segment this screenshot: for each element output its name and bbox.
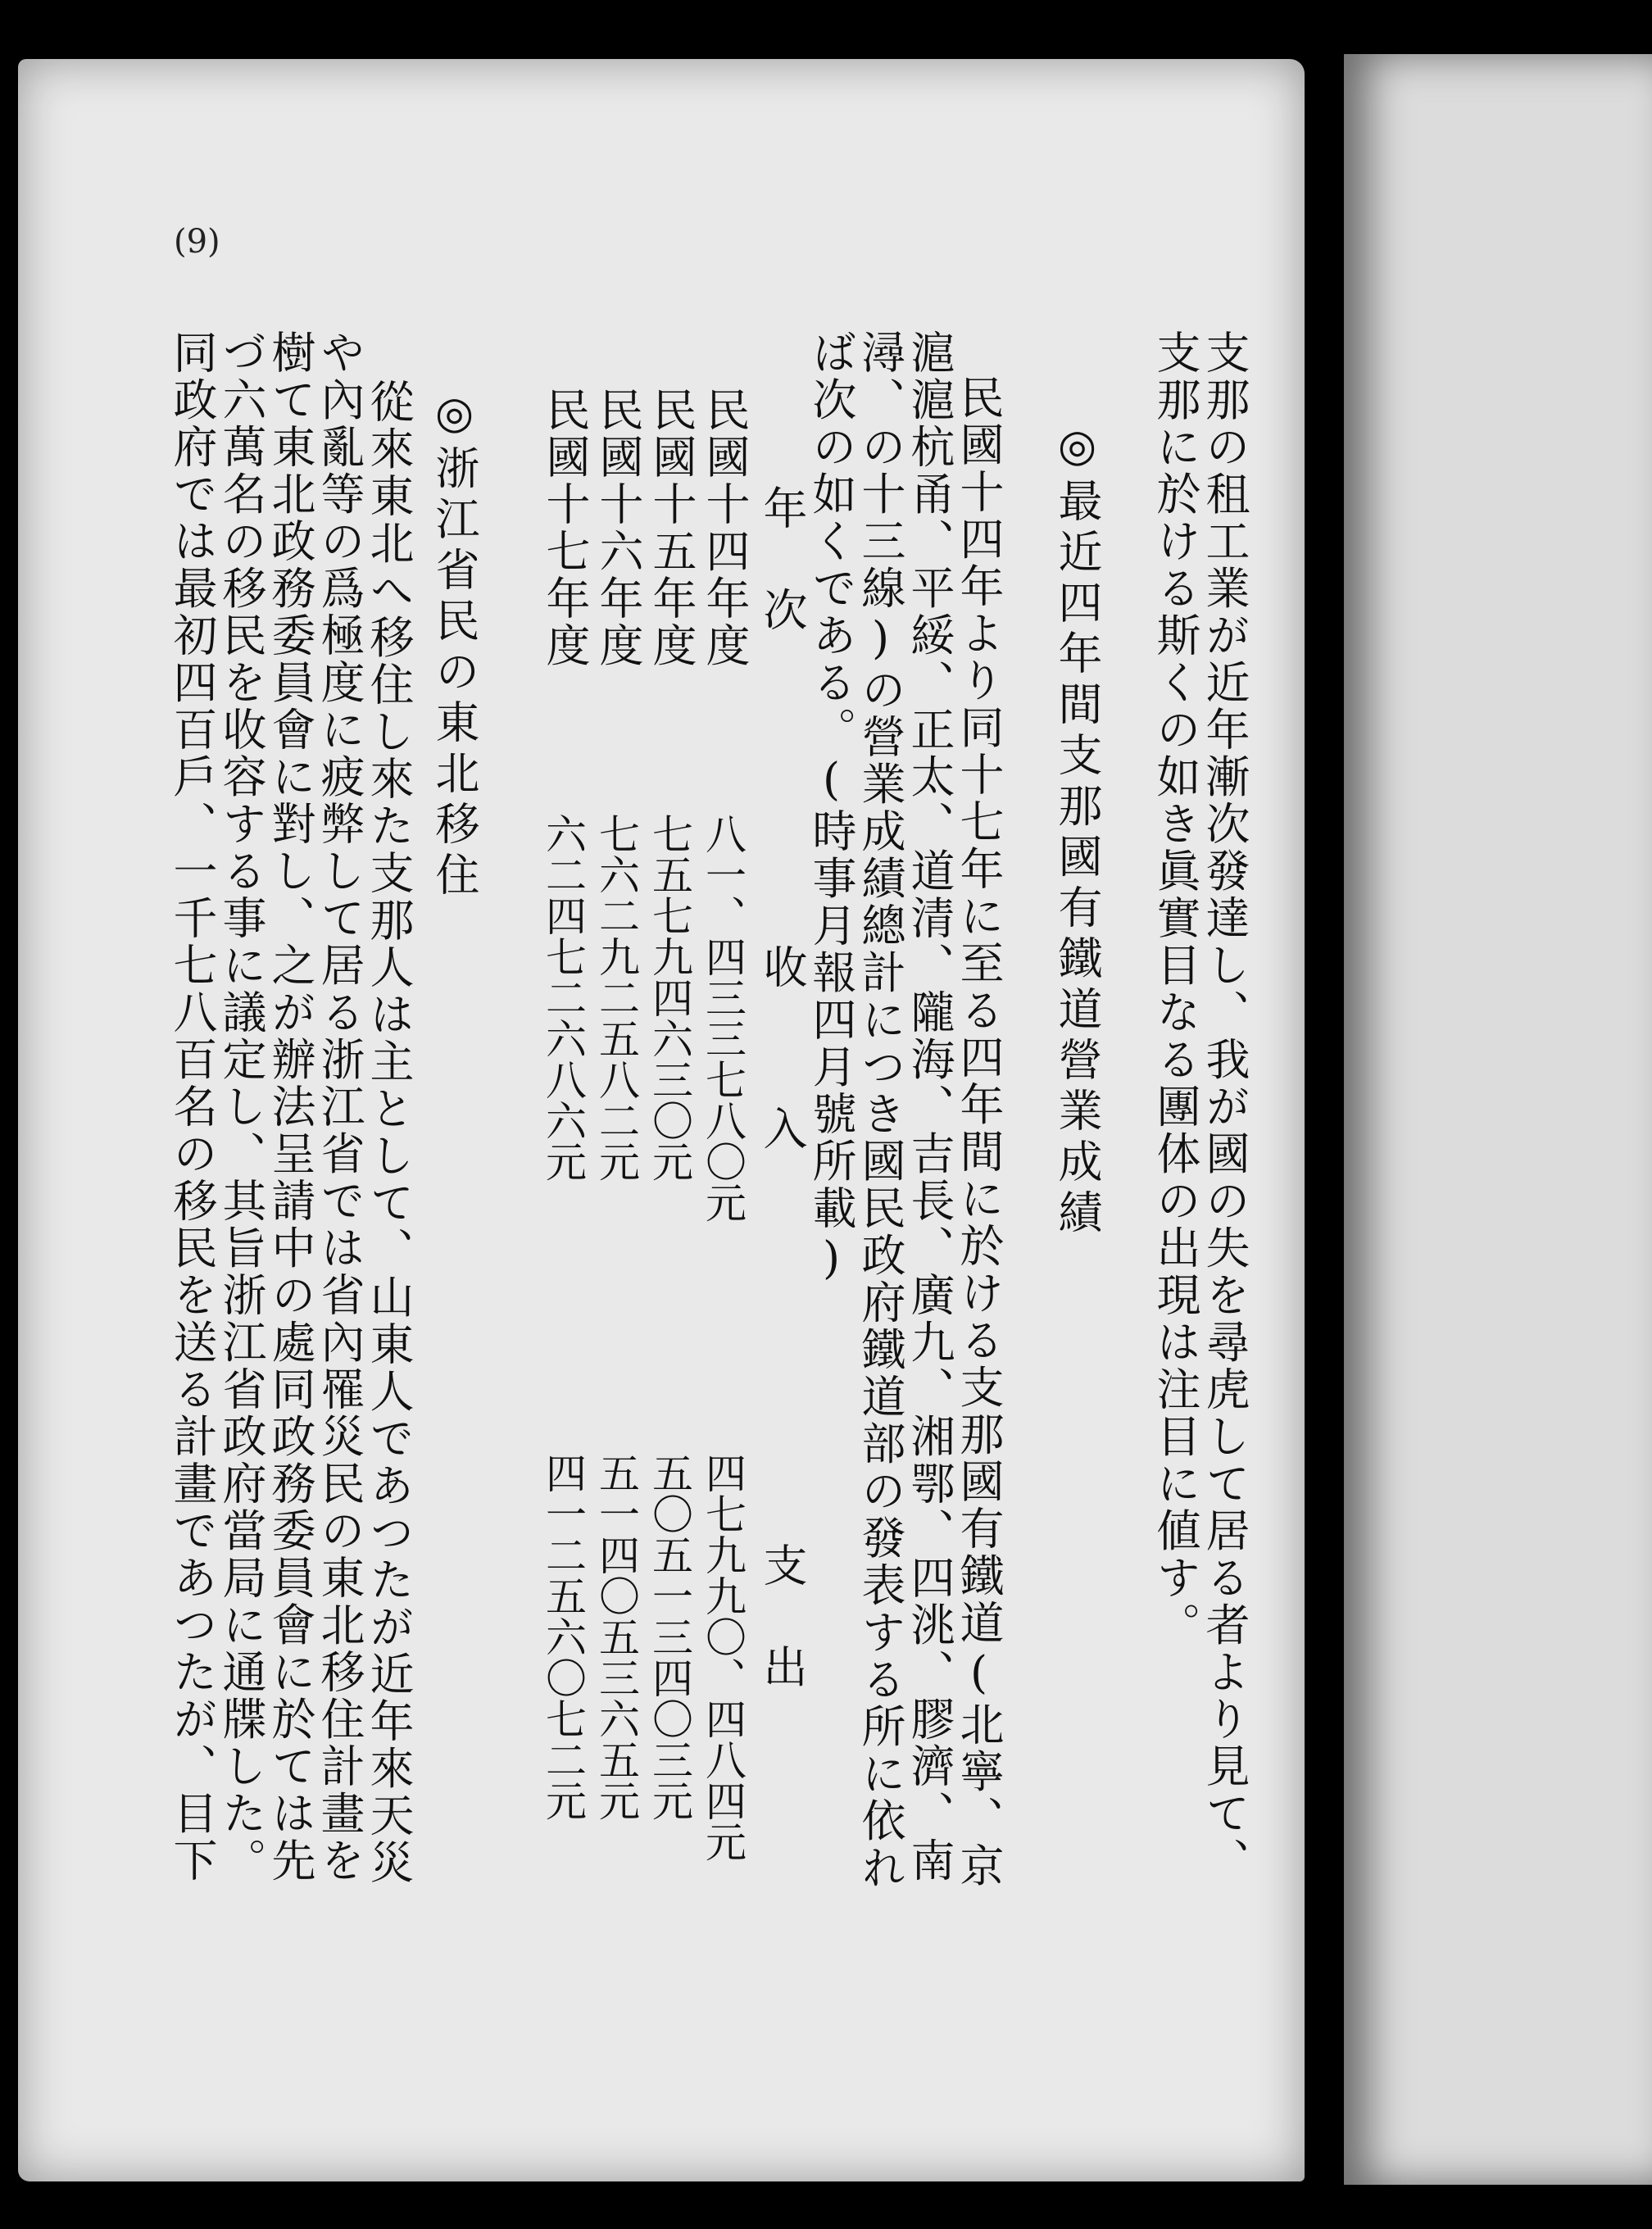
section2-line-2: や內亂等の爲極度に疲弊して居る浙江省では省內罹災民の東北移住計畫を bbox=[314, 329, 365, 1885]
section2-line-5: 同政府では最初四百戶、一千七八百名の移民を送る計畫であつたが、目下 bbox=[166, 329, 218, 1885]
section1-line-4: ば次の如くである。(時事月報四月號所載) bbox=[806, 329, 857, 1287]
section2-line-1: 從來東北へ移住し來た支那人は主として、山東人であつたが近年來天災 bbox=[363, 379, 415, 1886]
row-revenue: 八一、四三三七八〇元 bbox=[699, 813, 747, 1223]
facing-page-edge bbox=[1344, 54, 1652, 2185]
section1-line-2: 滬滬杭甬、平綏、正太、道清、隴海、吉長、廣九、湘鄂、四洮、膠濟、南 bbox=[904, 329, 955, 1885]
section1-line-3: 潯、の十三線)の營業成績總計につき國民政府鐵道部の發表する所に依れ bbox=[855, 329, 906, 1892]
row-revenue: 七六二九二五八二元 bbox=[592, 813, 640, 1182]
intro-line-1: 支那の租工業が近年漸次發達し、我が國の失を尋虎して居る者より見て、 bbox=[1199, 329, 1250, 1885]
header-year: 年 次 bbox=[756, 485, 808, 634]
section1-heading: ◎最近四年間支那國有鐵道營業成績 bbox=[1051, 420, 1103, 1240]
section2-heading: ◎浙江省民の東北移住 bbox=[429, 387, 480, 902]
row-year: 民國十四年度 bbox=[699, 387, 751, 670]
header-revenue: 收 入 bbox=[756, 944, 808, 1183]
section1-line-1: 民國十四年より同十七年に至る四年間に於ける支那國有鐵道(北寧、京 bbox=[953, 375, 1005, 1890]
book-page bbox=[18, 59, 1305, 2181]
page-number: (9) bbox=[174, 223, 220, 261]
row-revenue: 六二四七二六八六元 bbox=[539, 813, 587, 1182]
row-year: 民國十七年度 bbox=[539, 387, 591, 670]
row-expense: 四一二五六〇七二元 bbox=[539, 1452, 587, 1821]
table-row bbox=[592, 387, 645, 1927]
row-expense: 四七九九〇、四八四元 bbox=[699, 1452, 747, 1862]
header-expense: 支 出 bbox=[756, 1542, 808, 1691]
row-year: 民國十六年度 bbox=[592, 387, 644, 670]
table-row bbox=[539, 387, 592, 1927]
row-expense: 五〇五一三四〇三元 bbox=[646, 1452, 693, 1821]
table-row bbox=[646, 387, 698, 1927]
section2-line-3: 樹て東北政務委員會に對し、之が辦法呈請中の處同政務委員會に於ては先 bbox=[265, 329, 316, 1885]
row-expense: 五一四〇五三六五元 bbox=[592, 1452, 640, 1821]
table-row bbox=[699, 387, 751, 1927]
intro-line-2: 支那に於ける斯くの如き眞實目なる團体の出現は注目に値す。 bbox=[1150, 329, 1201, 1649]
row-year: 民國十五年度 bbox=[646, 387, 697, 670]
row-revenue: 七五七九四六三〇元 bbox=[646, 813, 693, 1182]
section2-line-4: づ六萬名の移民を收容する事に議定し、其旨浙江省政府當局に通牒した。 bbox=[216, 329, 267, 1885]
